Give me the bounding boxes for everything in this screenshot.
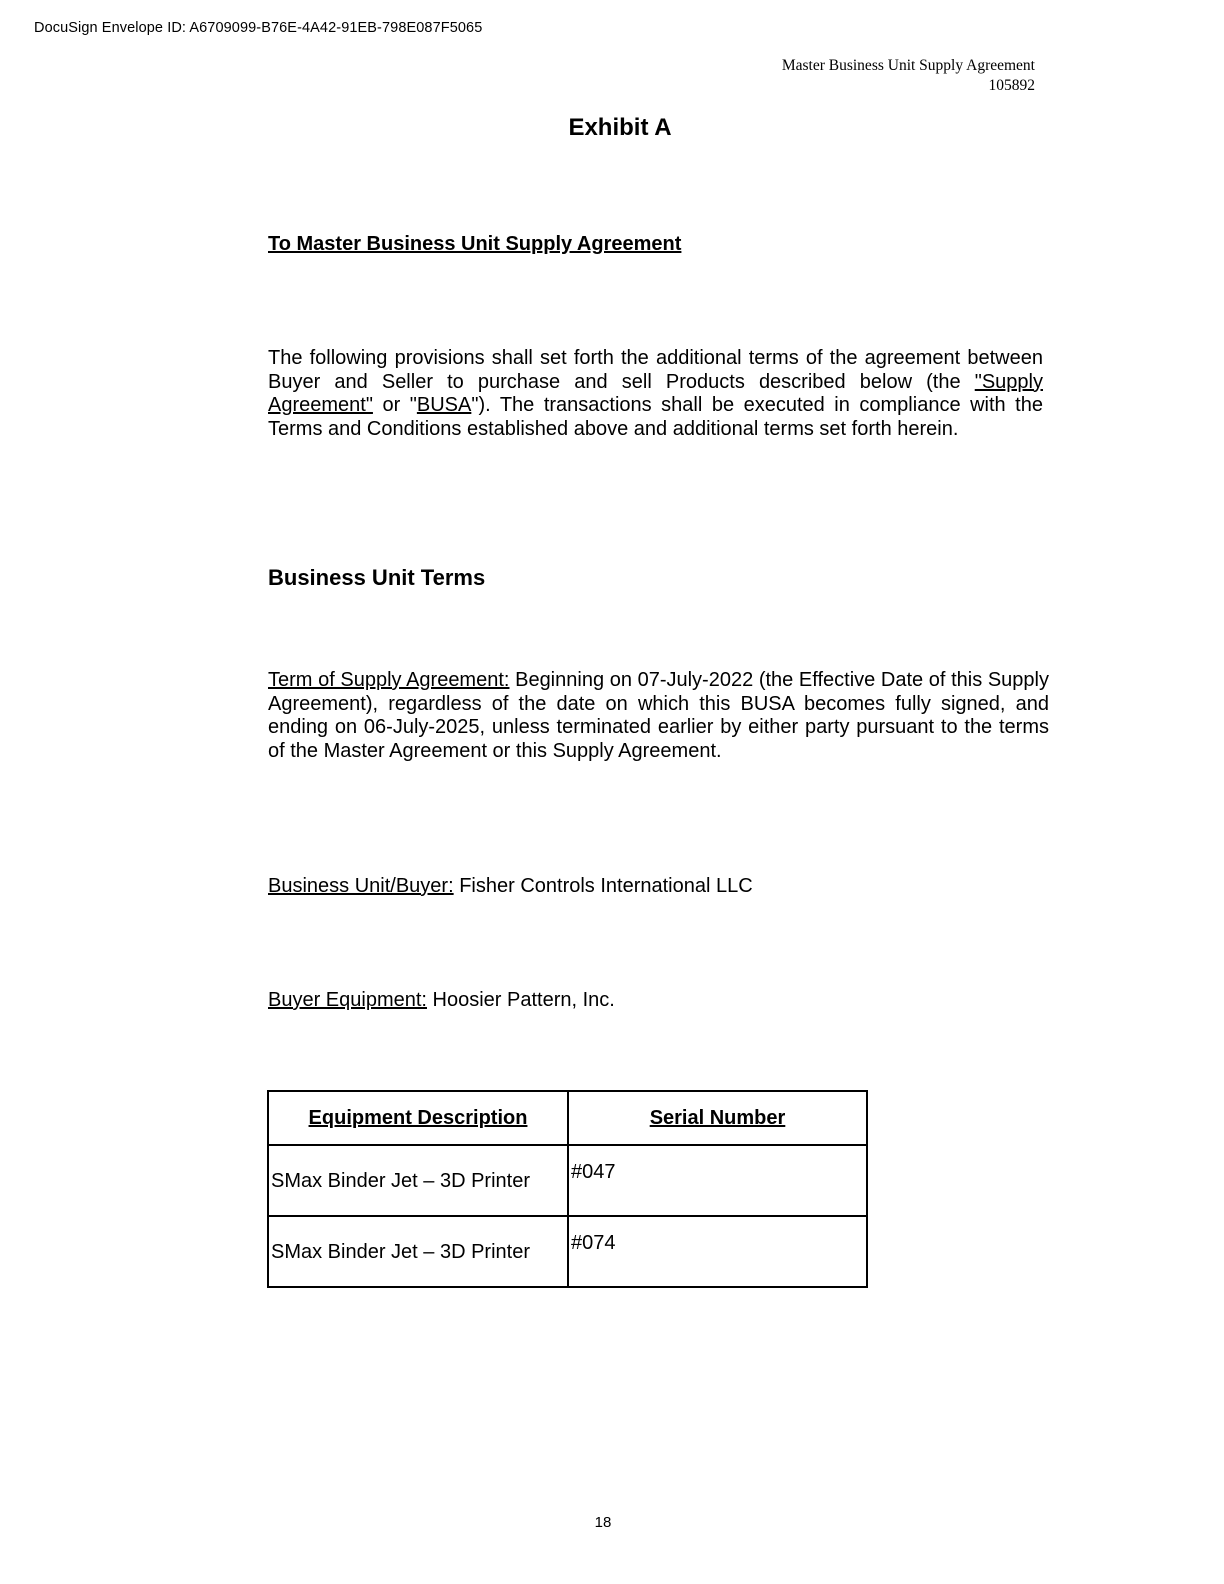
exhibit-subtitle: To Master Business Unit Supply Agreement	[268, 233, 682, 255]
table-header-row	[268, 1091, 867, 1145]
equipment-description-cell: SMax Binder Jet – 3D Printer	[268, 1145, 568, 1216]
buyer-value: Fisher Controls International LLC	[453, 875, 753, 897]
buyer-line	[268, 875, 753, 898]
supply-agreement-term: "Supply Agreement"	[268, 370, 1043, 416]
busa-term: BUSA	[416, 394, 472, 416]
term-text: Beginning on 07-July-2022 (the Effective Date of this Supply Agreement), regardless of the date on which this BUSA becomes fully signed, and ending on 06-July-2025, unless terminated earlier by either party pursuant to the terms of the Master Agreement or this Supply Agreement.	[268, 669, 1049, 762]
section-heading: Business Unit Terms	[268, 565, 486, 590]
intro-paragraph	[268, 347, 1043, 441]
table-row	[268, 1145, 867, 1216]
docusign-envelope-id: DocuSign Envelope ID: A6709099-B76E-4A42-91EB-798E087F5065	[34, 20, 483, 36]
column-header-description: Equipment Description	[268, 1091, 568, 1145]
column-header-serial: Serial Number	[568, 1091, 867, 1145]
page-number: 18	[594, 1514, 612, 1531]
buyer-equipment-line	[268, 989, 615, 1012]
intro-text-3: "). The transactions shall be executed in compliance with the Terms and Conditions established above and additional terms set forth herein.	[268, 394, 1043, 440]
buyer-label: Business Unit/Buyer:	[268, 875, 454, 897]
intro-text-1: The following provisions shall set forth the additional terms of the agreement between Buyer and Seller to purchase and sell Products described below (the	[268, 347, 1043, 393]
exhibit-title: Exhibit A	[568, 114, 672, 141]
running-header	[782, 56, 1035, 96]
serial-number-cell: #074	[568, 1216, 867, 1287]
serial-number-cell: #047	[568, 1145, 867, 1216]
agreement-title: Master Business Unit Supply Agreement	[781, 57, 1035, 74]
table-row	[268, 1216, 867, 1287]
buyer-equipment-value: Hoosier Pattern, Inc.	[426, 989, 615, 1011]
equipment-description-cell: SMax Binder Jet – 3D Printer	[268, 1216, 568, 1287]
term-paragraph	[268, 669, 1049, 763]
buyer-equipment-label: Buyer Equipment:	[268, 989, 427, 1011]
equipment-table	[267, 1090, 868, 1288]
intro-text-2: or "	[372, 394, 417, 416]
term-label: Term of Supply Agreement:	[268, 669, 510, 691]
agreement-number: 105892	[988, 77, 1035, 94]
